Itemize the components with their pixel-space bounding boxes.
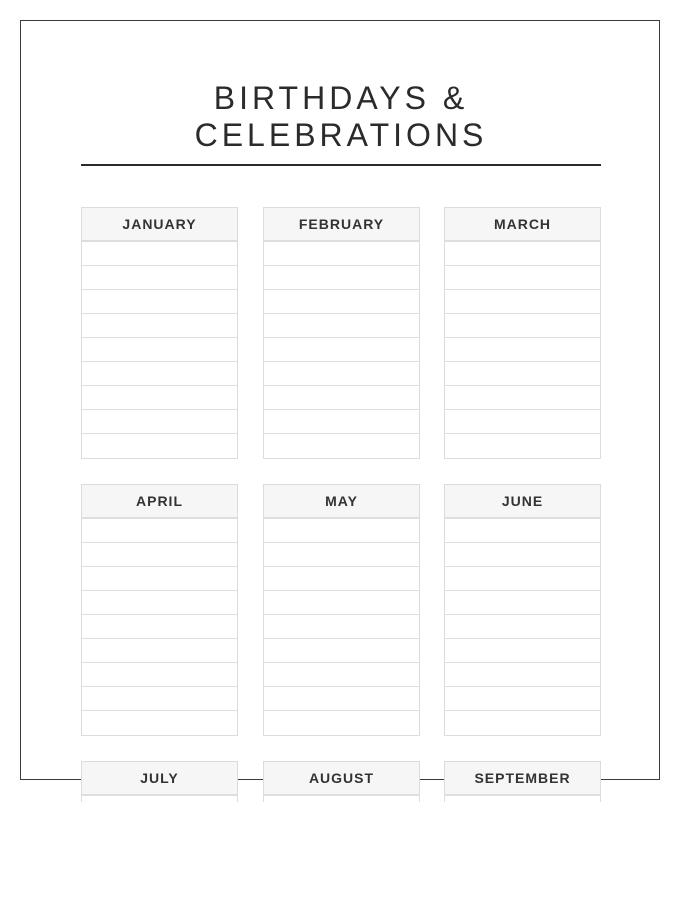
write-line bbox=[445, 519, 600, 543]
write-line bbox=[264, 386, 419, 410]
write-line bbox=[264, 687, 419, 711]
write-line bbox=[445, 386, 600, 410]
write-line bbox=[82, 687, 237, 711]
write-line bbox=[82, 639, 237, 663]
write-line bbox=[82, 711, 237, 735]
write-line bbox=[264, 796, 419, 802]
write-line bbox=[445, 266, 600, 290]
month-card-march bbox=[444, 207, 601, 459]
title-line-2: CELEBRATIONS bbox=[194, 117, 488, 153]
write-line bbox=[445, 434, 600, 458]
page-title bbox=[81, 80, 601, 154]
write-line bbox=[264, 519, 419, 543]
write-line bbox=[264, 338, 419, 362]
write-line bbox=[82, 410, 237, 434]
write-line bbox=[82, 567, 237, 591]
month-card-august bbox=[263, 761, 420, 802]
write-line bbox=[264, 434, 419, 458]
write-line bbox=[264, 543, 419, 567]
write-line bbox=[445, 711, 600, 735]
write-line bbox=[445, 567, 600, 591]
write-line bbox=[264, 362, 419, 386]
write-line bbox=[264, 615, 419, 639]
write-line bbox=[445, 338, 600, 362]
month-card-july bbox=[81, 761, 238, 802]
month-header: JULY bbox=[82, 762, 237, 796]
write-line bbox=[82, 242, 237, 266]
month-header: SEPTEMBER bbox=[445, 762, 600, 796]
write-line bbox=[82, 290, 237, 314]
write-line bbox=[82, 314, 237, 338]
write-line bbox=[264, 314, 419, 338]
write-line bbox=[264, 639, 419, 663]
write-line bbox=[82, 266, 237, 290]
month-card-september bbox=[444, 761, 601, 802]
write-line bbox=[264, 663, 419, 687]
month-grid bbox=[81, 207, 601, 802]
month-card-april bbox=[81, 484, 238, 736]
write-line bbox=[445, 796, 600, 802]
write-line bbox=[82, 434, 237, 458]
month-header: JANUARY bbox=[82, 208, 237, 242]
write-line bbox=[264, 290, 419, 314]
write-line bbox=[82, 663, 237, 687]
write-line bbox=[445, 314, 600, 338]
write-line bbox=[264, 567, 419, 591]
write-line bbox=[264, 266, 419, 290]
write-line bbox=[82, 591, 237, 615]
title-divider bbox=[81, 164, 601, 166]
month-header: FEBRUARY bbox=[264, 208, 419, 242]
write-line bbox=[445, 663, 600, 687]
month-header: MARCH bbox=[445, 208, 600, 242]
write-line bbox=[445, 639, 600, 663]
month-card-february bbox=[263, 207, 420, 459]
write-line bbox=[82, 615, 237, 639]
write-line bbox=[264, 711, 419, 735]
write-line bbox=[264, 591, 419, 615]
write-line bbox=[445, 591, 600, 615]
write-line bbox=[445, 410, 600, 434]
write-line bbox=[445, 362, 600, 386]
month-header: JUNE bbox=[445, 485, 600, 519]
write-line bbox=[445, 290, 600, 314]
month-header: APRIL bbox=[82, 485, 237, 519]
month-card-june bbox=[444, 484, 601, 736]
write-line bbox=[445, 615, 600, 639]
write-line bbox=[82, 386, 237, 410]
write-line bbox=[445, 543, 600, 567]
month-card-january bbox=[81, 207, 238, 459]
write-line bbox=[82, 796, 237, 802]
write-line bbox=[445, 687, 600, 711]
write-line bbox=[264, 410, 419, 434]
month-header: AUGUST bbox=[264, 762, 419, 796]
write-line bbox=[82, 519, 237, 543]
write-line bbox=[445, 242, 600, 266]
write-line bbox=[82, 543, 237, 567]
write-line bbox=[82, 362, 237, 386]
write-line bbox=[82, 338, 237, 362]
write-line bbox=[264, 242, 419, 266]
month-header: MAY bbox=[264, 485, 419, 519]
title-line-1: BIRTHDAYS & bbox=[213, 80, 469, 116]
month-card-may bbox=[263, 484, 420, 736]
